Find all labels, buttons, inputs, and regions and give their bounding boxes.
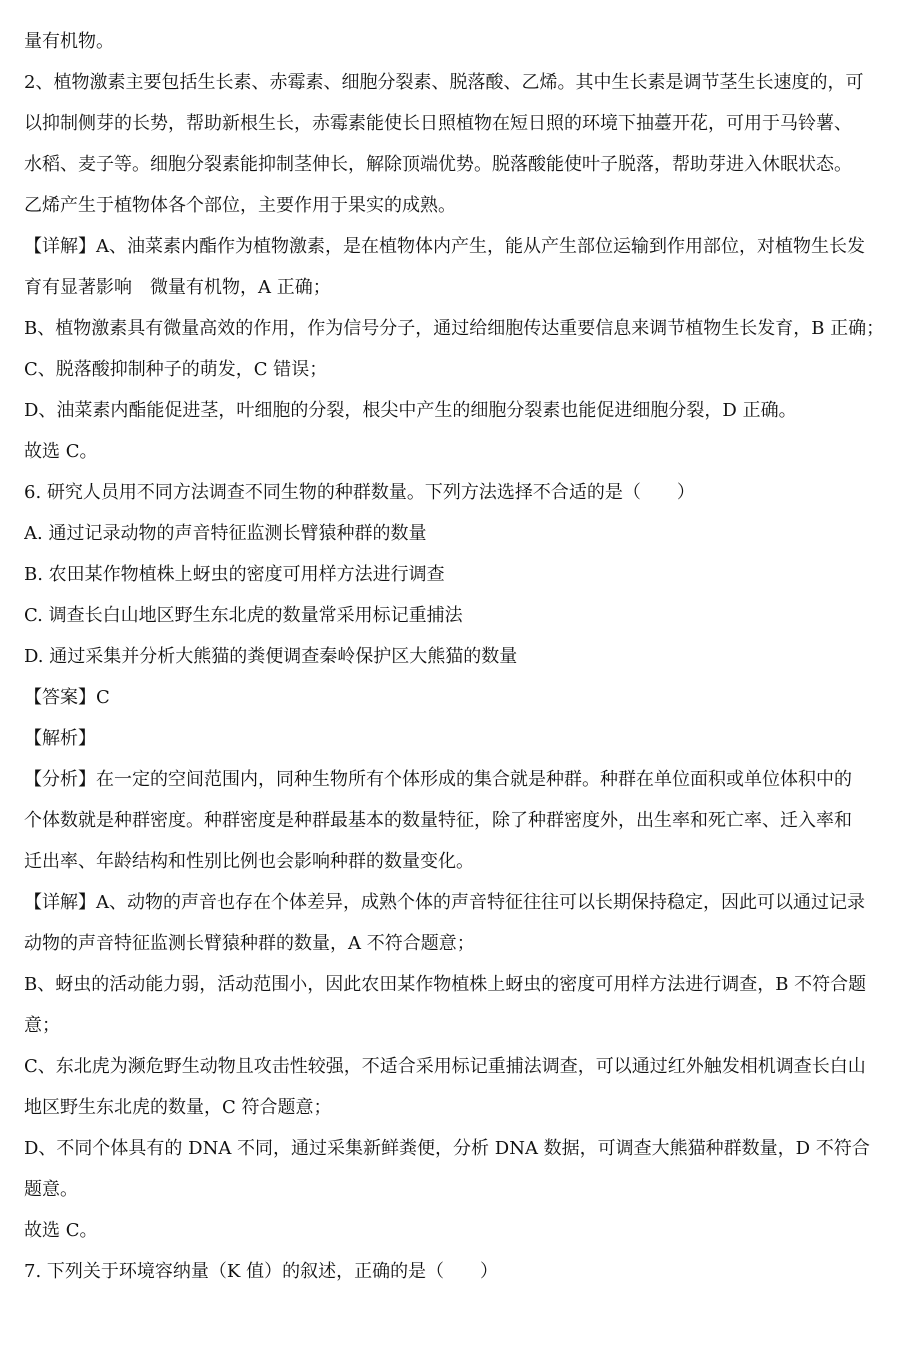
text-line: 【详解】A、动物的声音也存在个体差异，成熟个体的声音特征往往可以长期保持稳定，因此可以通过记录 xyxy=(24,892,865,913)
analysis-heading: 【解析】 xyxy=(24,728,96,749)
text-line: 以抑制侧芽的长势，帮助新根生长，赤霉素能使长日照植物在短日照的环境下抽薹开花，可用于马铃薯、 xyxy=(24,113,852,134)
text-line: 动物的声音特征监测长臂猿种群的数量，A 不符合题意； xyxy=(24,933,475,954)
text-line: 水稻、麦子等。细胞分裂素能抑制茎伸长，解除顶端优势。脱落酸能使叶子脱落，帮助芽进入休眠状态。 xyxy=(24,154,852,175)
option-d: D. 通过采集并分析大熊猫的粪便调查秦岭保护区大熊猫的数量 xyxy=(24,646,518,667)
text-line: 地区野生东北虎的数量，C 符合题意； xyxy=(24,1097,332,1118)
question-stem: 6. 研究人员用不同方法调查不同生物的种群数量。下列方法选择不合适的是（ ） xyxy=(24,482,695,503)
text-line: 【详解】A、油菜素内酯作为植物激素，是在植物体内产生，能从产生部位运输到作用部位，对植物生长发 xyxy=(24,236,865,257)
answer-line: 【答案】C xyxy=(24,687,110,708)
text-line: C、东北虎为濒危野生动物且攻击性较强，不适合采用标记重捕法调查，可以通过红外触发相机调查长白山 xyxy=(24,1056,866,1077)
text-line: 个体数就是种群密度。种群密度是种群最基本的数量特征，除了种群密度外，出生率和死亡率、迁入率和 xyxy=(24,810,852,831)
text-line: B、植物激素具有微量高效的作用，作为信号分子，通过给细胞传达重要信息来调节植物生长发育，B 正确； xyxy=(24,318,885,339)
text-line: 【分析】在一定的空间范围内，同种生物所有个体形成的集合就是种群。种群在单位面积或单位体积中的 xyxy=(24,769,852,790)
text-line: 育有显著影响 微量有机物，A 正确； xyxy=(24,277,331,298)
option-c: C. 调查长白山地区野生东北虎的数量常采用标记重捕法 xyxy=(24,605,463,626)
question-stem: 7. 下列关于环境容纳量（K 值）的叙述，正确的是（ ） xyxy=(24,1261,499,1282)
text-line: B、蚜虫的活动能力弱，活动范围小，因此农田某作物植株上蚜虫的密度可用样方法进行调查，B 不符合题 xyxy=(24,974,867,995)
text-line: 量有机物。 xyxy=(24,31,114,52)
text-line: 2、植物激素主要包括生长素、赤霉素、细胞分裂素、脱落酸、乙烯。其中生长素是调节茎生长速度的，可 xyxy=(24,72,864,93)
option-a: A. 通过记录动物的声音特征监测长臂猿种群的数量 xyxy=(24,523,427,544)
text-line: D、不同个体具有的 DNA 不同，通过采集新鲜粪便，分析 DNA 数据，可调查大熊猫种群数量，D 不符合 xyxy=(24,1138,870,1159)
text-line: 故选 C。 xyxy=(24,441,98,462)
text-line: C、脱落酸抑制种子的萌发，C 错误； xyxy=(24,359,328,380)
text-line: 迁出率、年龄结构和性别比例也会影响种群的数量变化。 xyxy=(24,851,474,872)
text-line: 意； xyxy=(24,1015,60,1036)
text-line: 故选 C。 xyxy=(24,1220,98,1241)
text-line: D、油菜素内酯能促进茎，叶细胞的分裂，根尖中产生的细胞分裂素也能促进细胞分裂，D 正确。 xyxy=(24,400,797,421)
text-line: 乙烯产生于植物体各个部位，主要作用于果实的成熟。 xyxy=(24,195,456,216)
option-b: B. 农田某作物植株上蚜虫的密度可用样方法进行调查 xyxy=(24,564,445,585)
text-line: 题意。 xyxy=(24,1179,78,1200)
